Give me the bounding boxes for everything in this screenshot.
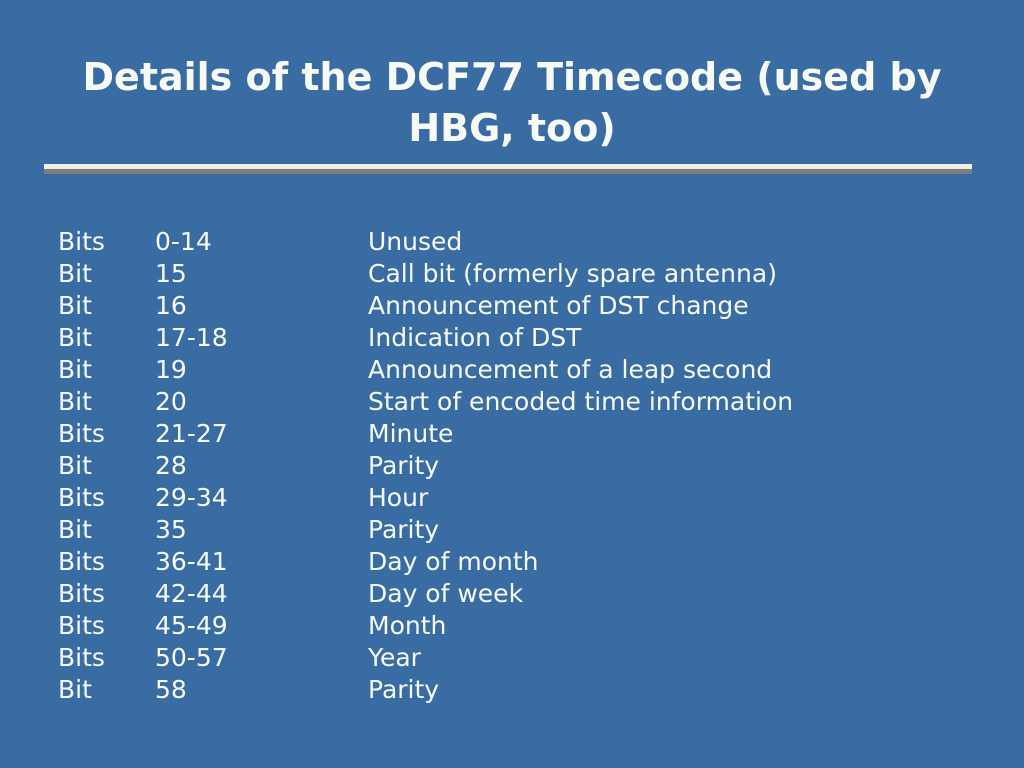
bit-label-cell: Bits — [58, 227, 105, 256]
table-row — [58, 482, 994, 514]
table-row — [58, 354, 994, 386]
bit-label-cell: Bits — [58, 483, 105, 512]
bit-label-cell: Bits — [58, 643, 105, 672]
table-row — [58, 418, 994, 450]
bit-description-cell: Indication of DST — [368, 323, 582, 352]
bit-range-cell: 17-18 — [155, 323, 228, 352]
bit-description-cell: Parity — [368, 675, 440, 704]
title-underline — [44, 164, 972, 174]
bit-label-cell: Bits — [58, 611, 105, 640]
bit-description-cell: Minute — [368, 419, 454, 448]
table-row — [58, 386, 994, 418]
table-row — [58, 514, 994, 546]
bit-range-cell: 0-14 — [155, 227, 212, 256]
slide-title-line-1: Details of the DCF77 Timecode (used by — [82, 55, 942, 99]
table-row — [58, 450, 994, 482]
title-underline-shadow — [44, 169, 972, 174]
bit-range-cell: 21-27 — [155, 419, 228, 448]
bit-label-cell: Bit — [58, 387, 92, 416]
bit-range-cell: 36-41 — [155, 547, 228, 576]
bit-label-cell: Bit — [58, 323, 92, 352]
bit-range-cell: 42-44 — [155, 579, 228, 608]
table-row — [58, 290, 994, 322]
table-row — [58, 226, 994, 258]
bit-range-cell: 35 — [155, 515, 187, 544]
table-row — [58, 642, 994, 674]
bit-description-cell: Hour — [368, 483, 429, 512]
bit-description-cell: Call bit (formerly spare antenna) — [368, 259, 777, 288]
bit-description-cell: Month — [368, 611, 447, 640]
bit-label-cell: Bit — [58, 451, 92, 480]
table-row — [58, 322, 994, 354]
bit-range-cell: 15 — [155, 259, 187, 288]
bit-range-cell: 29-34 — [155, 483, 228, 512]
table-row — [58, 610, 994, 642]
bit-description-cell: Parity — [368, 451, 440, 480]
table-row — [58, 674, 994, 706]
bit-label-cell: Bit — [58, 291, 92, 320]
bit-range-cell: 16 — [155, 291, 187, 320]
table-row — [58, 578, 994, 610]
bit-label-cell: Bits — [58, 419, 105, 448]
bit-description-cell: Announcement of DST change — [368, 291, 749, 320]
bit-label-cell: Bits — [58, 547, 105, 576]
bit-range-cell: 45-49 — [155, 611, 228, 640]
bit-label-cell: Bit — [58, 259, 92, 288]
bit-description-cell: Year — [368, 643, 421, 672]
bit-description-cell: Announcement of a leap second — [368, 355, 773, 384]
bit-description-cell: Parity — [368, 515, 440, 544]
bit-label-cell: Bits — [58, 579, 105, 608]
bit-description-cell: Day of week — [368, 579, 524, 608]
table-row — [58, 546, 994, 578]
bit-label-cell: Bit — [58, 515, 92, 544]
bit-range-cell: 20 — [155, 387, 187, 416]
bit-description-cell: Day of month — [368, 547, 539, 576]
bit-range-cell: 58 — [155, 675, 187, 704]
bit-range-cell: 19 — [155, 355, 187, 384]
bit-range-cell: 28 — [155, 451, 187, 480]
table-row — [58, 258, 994, 290]
bit-label-cell: Bit — [58, 355, 92, 384]
bit-table — [58, 226, 994, 706]
bit-range-cell: 50-57 — [155, 643, 228, 672]
bit-label-cell: Bit — [58, 675, 92, 704]
bit-description-cell: Start of encoded time information — [368, 387, 794, 416]
slide-title — [30, 52, 994, 154]
bit-description-cell: Unused — [368, 227, 463, 256]
slide-title-line-2: HBG, too) — [408, 106, 616, 150]
